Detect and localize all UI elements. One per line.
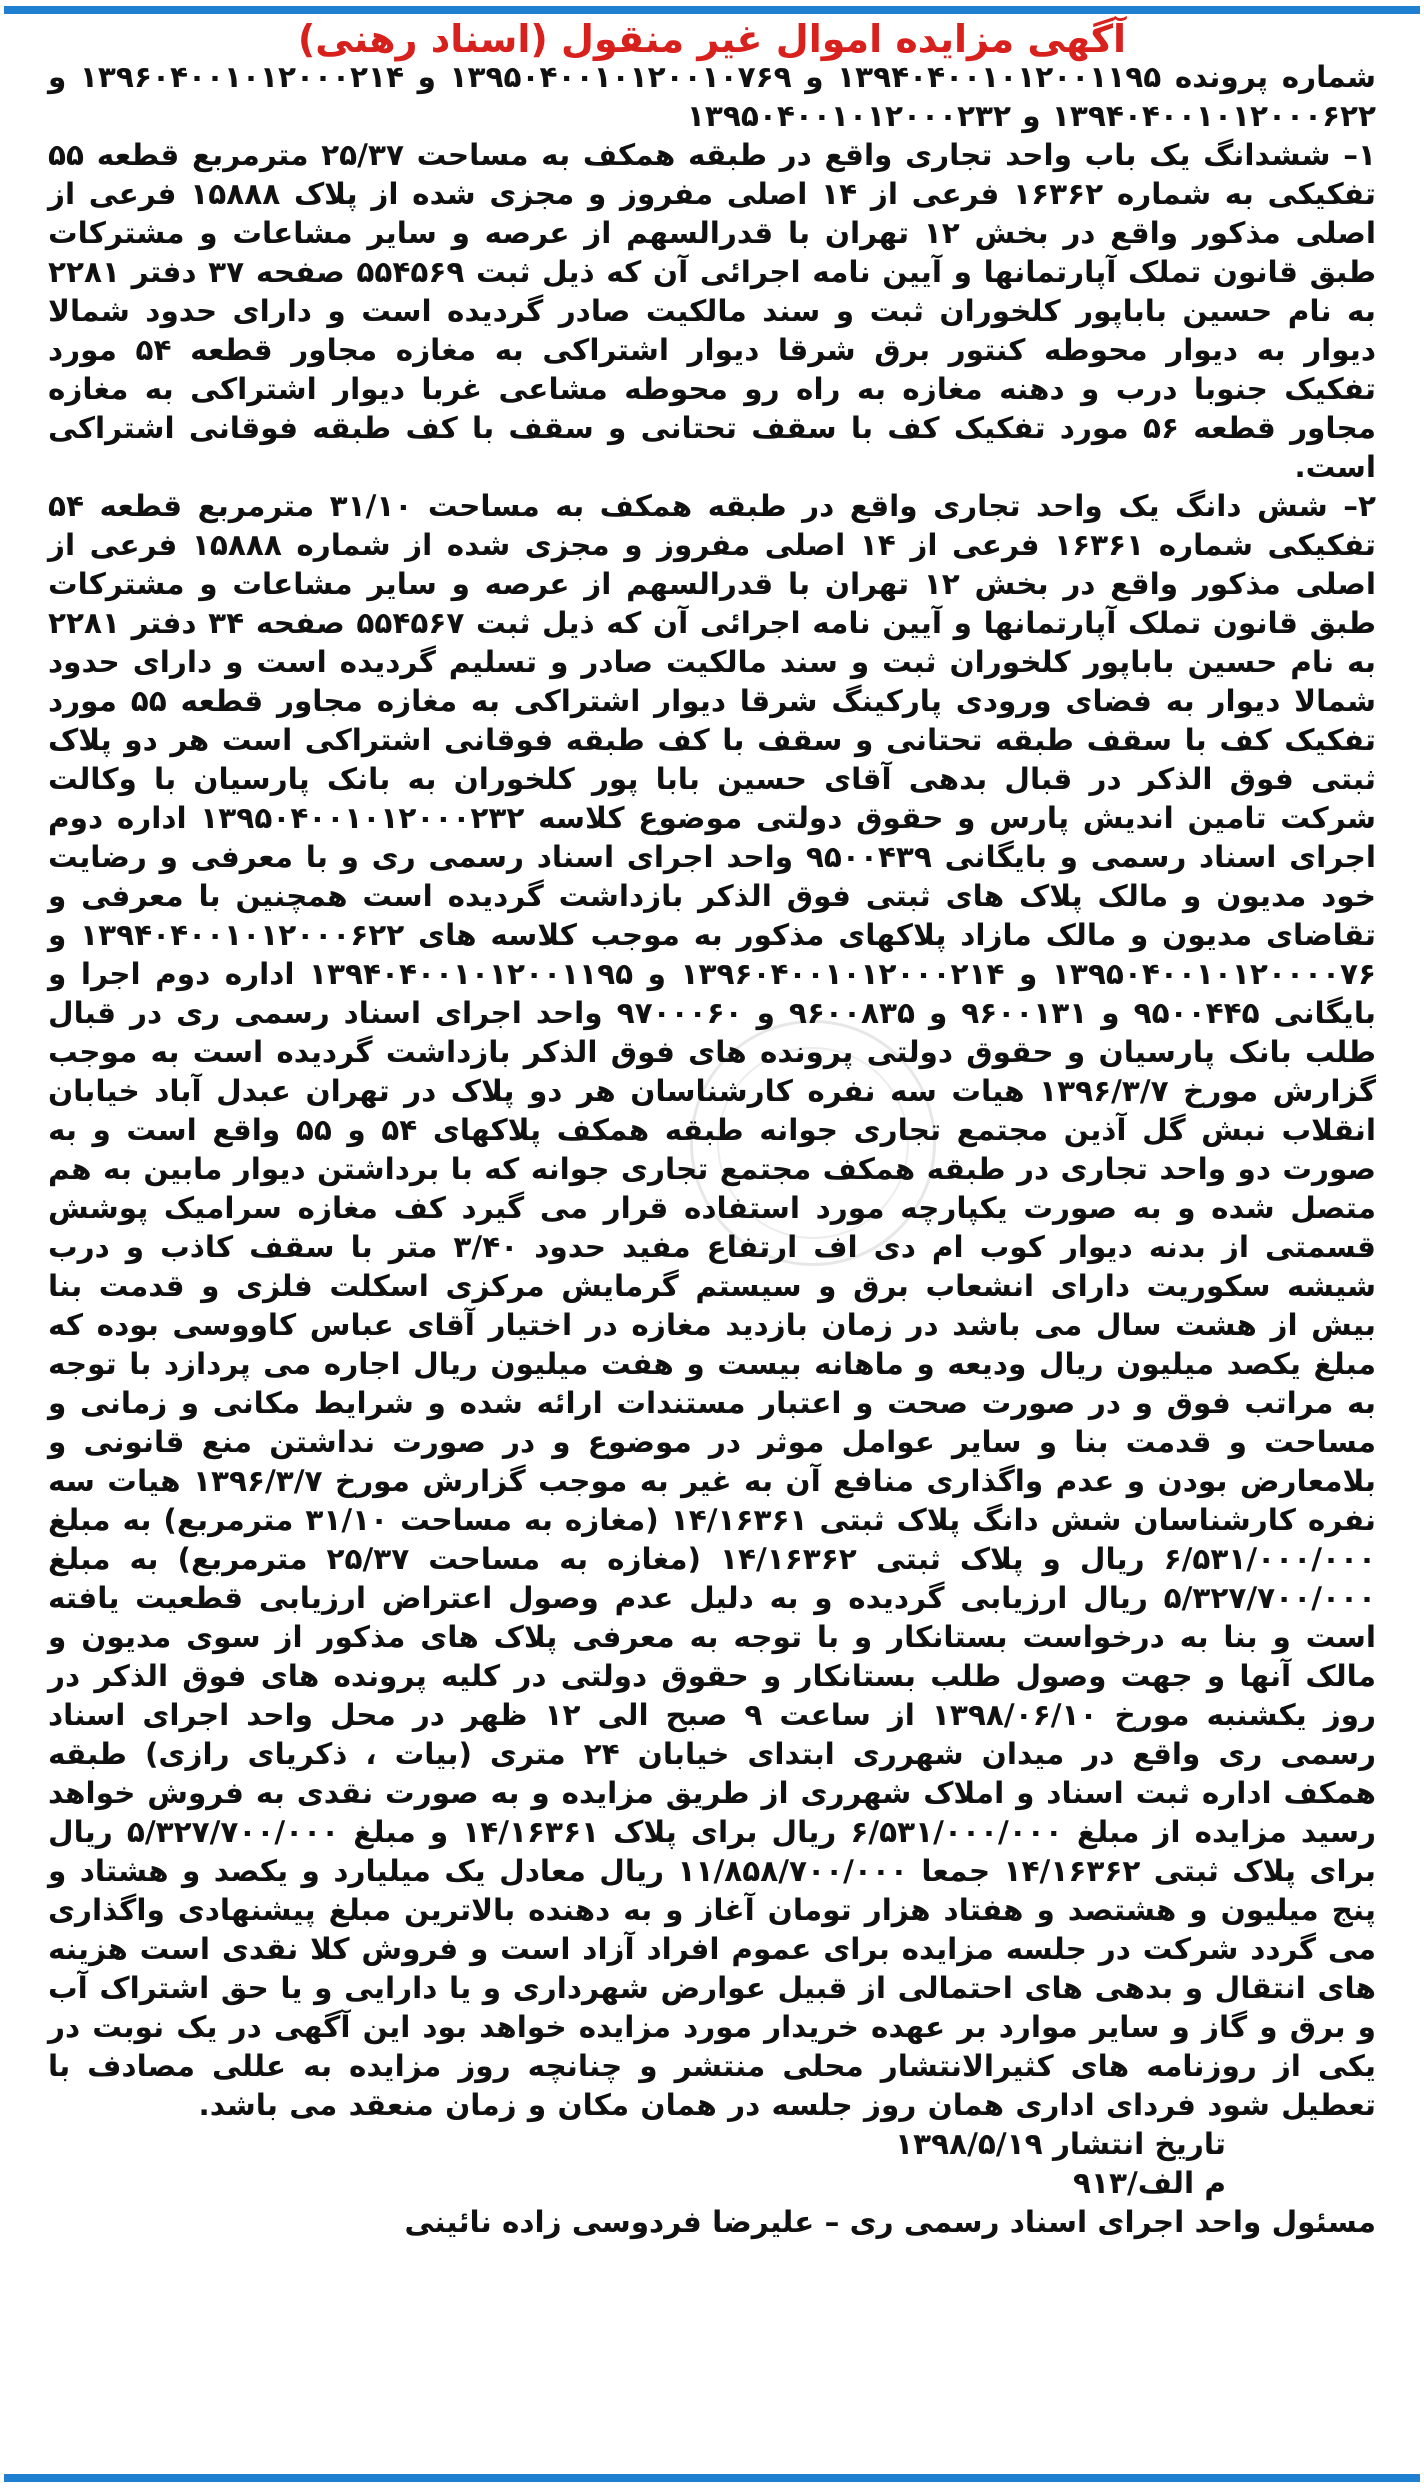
notice-body <box>48 58 1376 2242</box>
item-2-paragraph: ۲– شش دانگ یک واحد تجاری واقع در طبقه همکف به مساحت ۳۱/۱۰ مترمربع قطعه ۵۴ تفکیکی شماره ۱۶۳۶۱ فرعی از ۱۴ اصلی مفروز و مجزی شده از شماره ۱۵۸۸۸ فرعی از اصلی مذکور واقع در بخش ۱۲ تهران با قدرالسهم از عرصه و سایر مشاعات و مشترکات طبق قانون تملک آپارتمانها و آیین نامه اجرائی آن که ذیل ثبت ۵۵۴۵۶۷ صفحه ۳۴ دفتر ۲۲۸۱ به نام حسین باباپور کلخوران ثبت و سند مالکیت صادر و تسلیم گردیده است و دارای حدود شمالا دیوار به فضای ورودی پارکینگ شرقا دیوار اشتراکی به مغازه مجاور قطعه ۵۵ مورد تفکیک کف با سقف طبقه تحتانی و سقف با کف طبقه فوقانی اشتراکی است هر دو پلاک ثبتی فوق الذکر در قبال بدهی آقای حسین بابا پور کلخوران به بانک پارسیان با وکالت شرکت تامین اندیش پارس و حقوق دولتی موضوع کلاسه ۱۳۹۵۰۴۰۰۱۰۱۲۰۰۰۲۳۲ اداره دوم اجرای اسناد رسمی و بایگانی ۹۵۰۰۴۳۹ واحد اجرای اسناد رسمی ری و با معرفی و رضایت خود مدیون و مالک پلاک های ثبتی فوق الذکر بازداشت گردیده است همچنین با معرفی و تقاضای مدیون و مالک مازاد پلاکهای مذکور به موجب کلاسه های ۱۳۹۴۰۴۰۰۱۰۱۲۰۰۰۶۲۲ و ۱۳۹۵۰۴۰۰۱۰۱۲۰۰۰۰۷۶ و ۱۳۹۶۰۴۰۰۱۰۱۲۰۰۰۲۱۴ و ۱۳۹۴۰۴۰۰۱۰۱۲۰۰۱۱۹۵ اداره دوم اجرا و بایگانی ۹۵۰۰۴۴۵ و ۹۶۰۰۱۳۱ و ۹۶۰۰۸۳۵ و ۹۷۰۰۰۶۰ واحد اجرای اسناد رسمی ری در قبال طلب بانک پارسیان و حقوق دولتی پرونده های فوق الذکر بازداشت گردیده است به موجب گزارش مورخ ۱۳۹۶/۳/۷ هیات سه نفره کارشناسان هر دو پلاک در تهران عبدل آباد خیابان انقلاب نبش گل آذین مجتمع تجاری جوانه طبقه همکف پلاکهای ۵۴ و ۵۵ واقع است و به صورت دو واحد تجاری در طبقه همکف مجتمع تجاری جوانه که با برداشتن دیوار مابین به هم متصل شده و به صورت یکپارچه مورد استفاده قرار می گیرد کف مغازه سرامیک پوشش قسمتی از بدنه دیوار کوب ام دی اف ارتفاع مفید حدود ۳/۴۰ متر با سقف کاذب و درب شیشه سکوریت دارای انشعاب برق و سیستم گرمایش مرکزی اسکلت فلزی و قدمت بنا بیش از هشت سال می باشد در زمان بازدید مغازه در اختیار آقای عباس کاووسی بوده که مبلغ یکصد میلیون ریال ودیعه و ماهانه بیست و هفت میلیون ریال اجاره می پردازد با توجه به مراتب فوق و در صورت صحت و اعتبار مستندات ارائه شده و شرایط مکانی و زمانی و مساحت و قدمت بنا و سایر عوامل موثر در موضوع و در صورت نداشتن منع قانونی و بلامعارض بودن و عدم واگذاری منافع آن به غیر به موجب گزارش مورخ ۱۳۹۶/۳/۷ هیات سه نفره کارشناسان شش دانگ پلاک ثبتی ۱۴/۱۶۳۶۱ (مغازه به مساحت ۳۱/۱۰ مترمربع) به مبلغ ۶/۵۳۱/۰۰۰/۰۰۰ ریال و پلاک ثبتی ۱۴/۱۶۳۶۲ (مغازه به مساحت ۲۵/۳۷ مترمربع) به مبلغ ۵/۳۲۷/۷۰۰/۰۰۰ ریال ارزیابی گردیده و به دلیل عدم وصول اعتراض ارزیابی قطعیت یافته است و بنا به درخواست بستانکار و با توجه به معرفی پلاک های مذکور از سوی مدیون و مالک آنها و جهت وصول طلب بستانکار و حقوق دولتی در کلیه پرونده های فوق الذکر در روز یکشنبه مورخ ۱۳۹۸/۰۶/۱۰ از ساعت ۹ صبح الی ۱۲ ظهر در محل واحد اجرای اسناد رسمی ری واقع در میدان شهرری ابتدای خیابان ۲۴ متری (بیات ، ذکریای رازی) طبقه همکف اداره ثبت اسناد و املاک شهرری از طریق مزایده و به صورت نقدی به فروش خواهد رسید مزایده از مبلغ ۶/۵۳۱/۰۰۰/۰۰۰ ریال برای پلاک ۱۴/۱۶۳۶۱ و مبلغ ۵/۳۲۷/۷۰۰/۰۰۰ ریال برای پلاک ثبتی ۱۴/۱۶۳۶۲ جمعا ۱۱/۸۵۸/۷۰۰/۰۰۰ ریال معادل یک میلیارد و یکصد و هشتاد و پنج میلیون و هشتصد و هفتاد هزار تومان آغاز و به دهنده بالاترین مبلغ پیشنهادی واگذاری می گردد شرکت در جلسه مزایده برای عموم افراد آزاد است و فروش کلا نقدی است هزینه های انتقال و بدهی های احتمالی از قبیل عوارض شهرداری و یا دارایی و یا حق اشتراک آب و برق و گاز و سایر موارد بر عهده خریدار مورد مزایده خواهد بود این آگهی در یک نوبت در یکی از روزنامه های کثیرالانتشار محلی منتشر و چنانچه روز مزایده به عللی مصادف با تعطیل شود فردای اداری همان روز جلسه در همان مکان و زمان منعقد می باشد. <box>48 489 1377 2122</box>
file-numbers-paragraph: شماره پرونده ۱۳۹۴۰۴۰۰۱۰۱۲۰۰۱۱۹۵ و ۱۳۹۵۰۴۰۰۱۰۱۲۰۰۱۰۷۶۹ و ۱۳۹۶۰۴۰۰۱۰۱۲۰۰۰۲۱۴ و ۱۳۹۴۰۴۰۰۱۰۱۲۰۰۰۶۲۲ و ۱۳۹۵۰۴۰۰۱۰۱۲۰۰۰۲۳۲ <box>48 60 1376 133</box>
reference-code: م الف/۹۱۳ <box>1072 2166 1226 2200</box>
top-border-rule <box>4 6 1420 14</box>
bottom-border-rule <box>4 2474 1420 2482</box>
publish-date: تاریخ انتشار ۱۳۹۸/۵/۱۹ <box>895 2127 1226 2161</box>
item-1-paragraph: ۱– ششدانگ یک باب واحد تجاری واقع در طبقه همکف به مساحت ۲۵/۳۷ مترمربع قطعه ۵۵ تفکیکی به شماره ۱۶۳۶۲ فرعی از ۱۴ اصلی مفروز و مجزی شده از پلاک ۱۵۸۸۸ فرعی از اصلی مذکور واقع در بخش ۱۲ تهران با قدرالسهم از عرصه و سایر مشاعات و مشترکات طبق قانون تملک آپارتمانها و آیین نامه اجرائی آن که ذیل ثبت ۵۵۴۵۶۹ صفحه ۳۷ دفتر ۲۲۸۱ به نام حسین باباپور کلخوران ثبت و سند مالکیت صادر گردیده است و دارای حدود شمالا دیوار به دیوار محوطه کنتور برق شرقا دیوار اشتراکی به مغازه مجاور قطعه ۵۴ مورد تفکیک جنوبا درب و دهنه مغازه به راه رو محوطه مشاعی غربا دیوار اشتراکی به مغازه مجاور قطعه ۵۶ مورد تفکیک کف با سقف تحتانی و سقف با کف طبقه فوقانی اشتراکی است. <box>48 138 1377 484</box>
signature-line: مسئول واحد اجرای اسناد رسمی ری – علیرضا فردوسی زاده نائینی <box>404 2205 1376 2239</box>
notice-title: آگهی مزایده اموال غیر منقول (اسناد رهنی) <box>297 17 1127 61</box>
